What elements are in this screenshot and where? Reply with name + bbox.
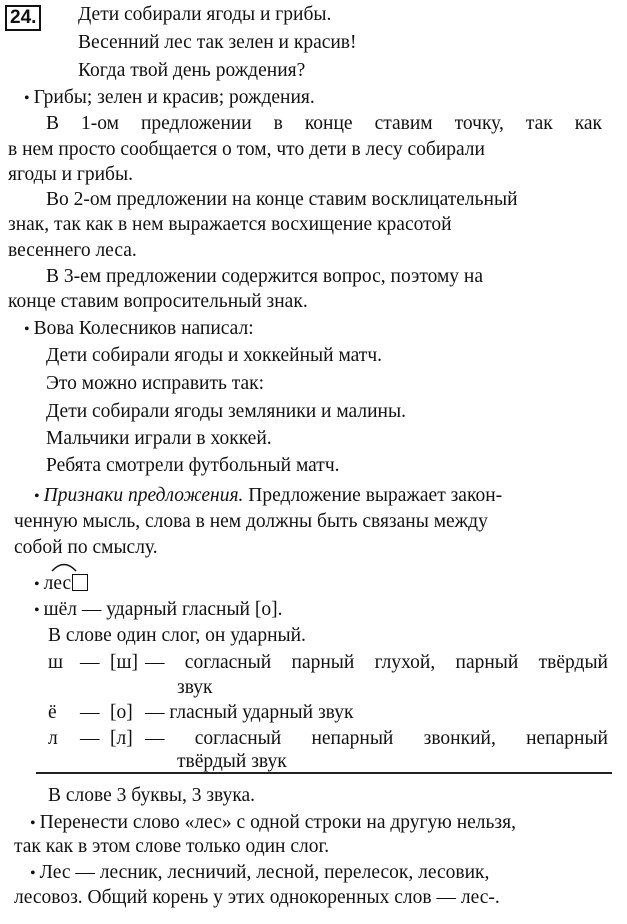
bullet: • [30,865,36,882]
vova-fix-intro: Это можно исправить так: [46,373,265,394]
para3-line1: В 3-ем предложении содержится вопрос, поэтому на [46,266,484,287]
vova-wrong: Дети собирали ягоды и хоккейный матч. [46,345,383,366]
answer-text: Грибы; зелен и красив; рождения. [33,87,315,108]
row1-desc2: звук [177,677,213,698]
bullet: • [34,576,40,593]
shel-syllable: В слове один слог, он ударный. [48,625,306,646]
para3-line2: конце ставим вопросительный знак. [8,291,308,312]
shel-head: шёл — ударный гласный [о]. [43,599,283,620]
bullet: • [34,602,40,619]
answer-line [24,85,315,112]
sentence-3: Когда твой день рождения? [78,60,306,81]
vova-fix-3: Ребята смотрели футбольный матч. [46,455,340,476]
transfer-line1 [30,810,516,837]
row3-sound: [л] [110,728,133,749]
exercise-number: 24. [5,5,41,31]
row2-letter: ё [48,702,57,723]
roots-line2: лесовоз. Общий корень у этих однокоренных слов — лес-. [14,887,500,908]
row3-dash: — [80,728,100,749]
signs-rest: Предложение выражает закон- [248,485,503,506]
sentence-2: Весенний лес так зелен и красив! [78,32,357,53]
row2-sound: [о] [110,702,133,723]
word-les: лес [43,573,72,594]
transfer-line2: так как в этом слове только один слог. [14,836,330,857]
row2-dash: — [80,702,100,723]
shel-summary: В слове 3 буквы, 3 звука. [48,785,256,806]
row3-letter: л [48,728,58,749]
vova-fix-1: Дети собирали ягоды земляники и малины. [46,401,406,422]
signs-line1 [34,483,502,510]
para1-line3: ягоды и грибы. [8,164,133,185]
signs-line3: собой по смыслу. [14,537,158,558]
vova-intro [24,316,254,343]
row1-sound: [ш] [110,652,139,673]
row1-desc: — согласный парный глухой, парный твёрдый [145,652,608,673]
para1-line1: В 1-ом предложении в конце ставим точку, так как [46,113,602,134]
row1-dash: — [80,652,100,673]
row3-desc: — согласный непарный звонкий, непарный [145,728,608,749]
vova-fix-2: Мальчики играли в хоккей. [46,428,272,449]
vova-intro-text: Вова Колесников написал: [33,318,254,339]
bullet: • [30,815,36,832]
roots-text1: Лес — лесник, лесничий, лесной, перелесок, лесовик, [39,862,490,883]
row1-letter: ш [48,652,64,673]
divider [36,772,612,774]
signs-line2: ченную мысль, слова в нем должны быть связаны между [14,511,488,532]
para2-line3: весеннего леса. [8,240,137,261]
shel-head-line [34,597,282,624]
ending-box-icon [72,574,88,591]
para2-line2: знак, так как в нем выражается восхищение красотой [8,214,452,235]
roots-line1 [30,860,489,887]
signs-title: Признаки предложения. [43,485,244,506]
sentence-1: Дети собирали ягоды и грибы. [78,4,332,25]
para1-line2: в нем просто сообщается о том, что дети в лесу собирали [8,139,485,160]
row3-desc2: твёрдый звук [177,751,287,772]
bullet: • [24,321,30,338]
bullet: • [34,488,40,505]
transfer-text1: Перенести слово «лес» с одной строки на другую нельзя, [39,812,516,833]
row2-desc: — гласный ударный звук [145,702,354,723]
les-line [34,571,88,598]
para2-line1: Во 2-ом предложении на конце ставим восклицательный [46,189,518,210]
bullet: • [24,90,30,107]
